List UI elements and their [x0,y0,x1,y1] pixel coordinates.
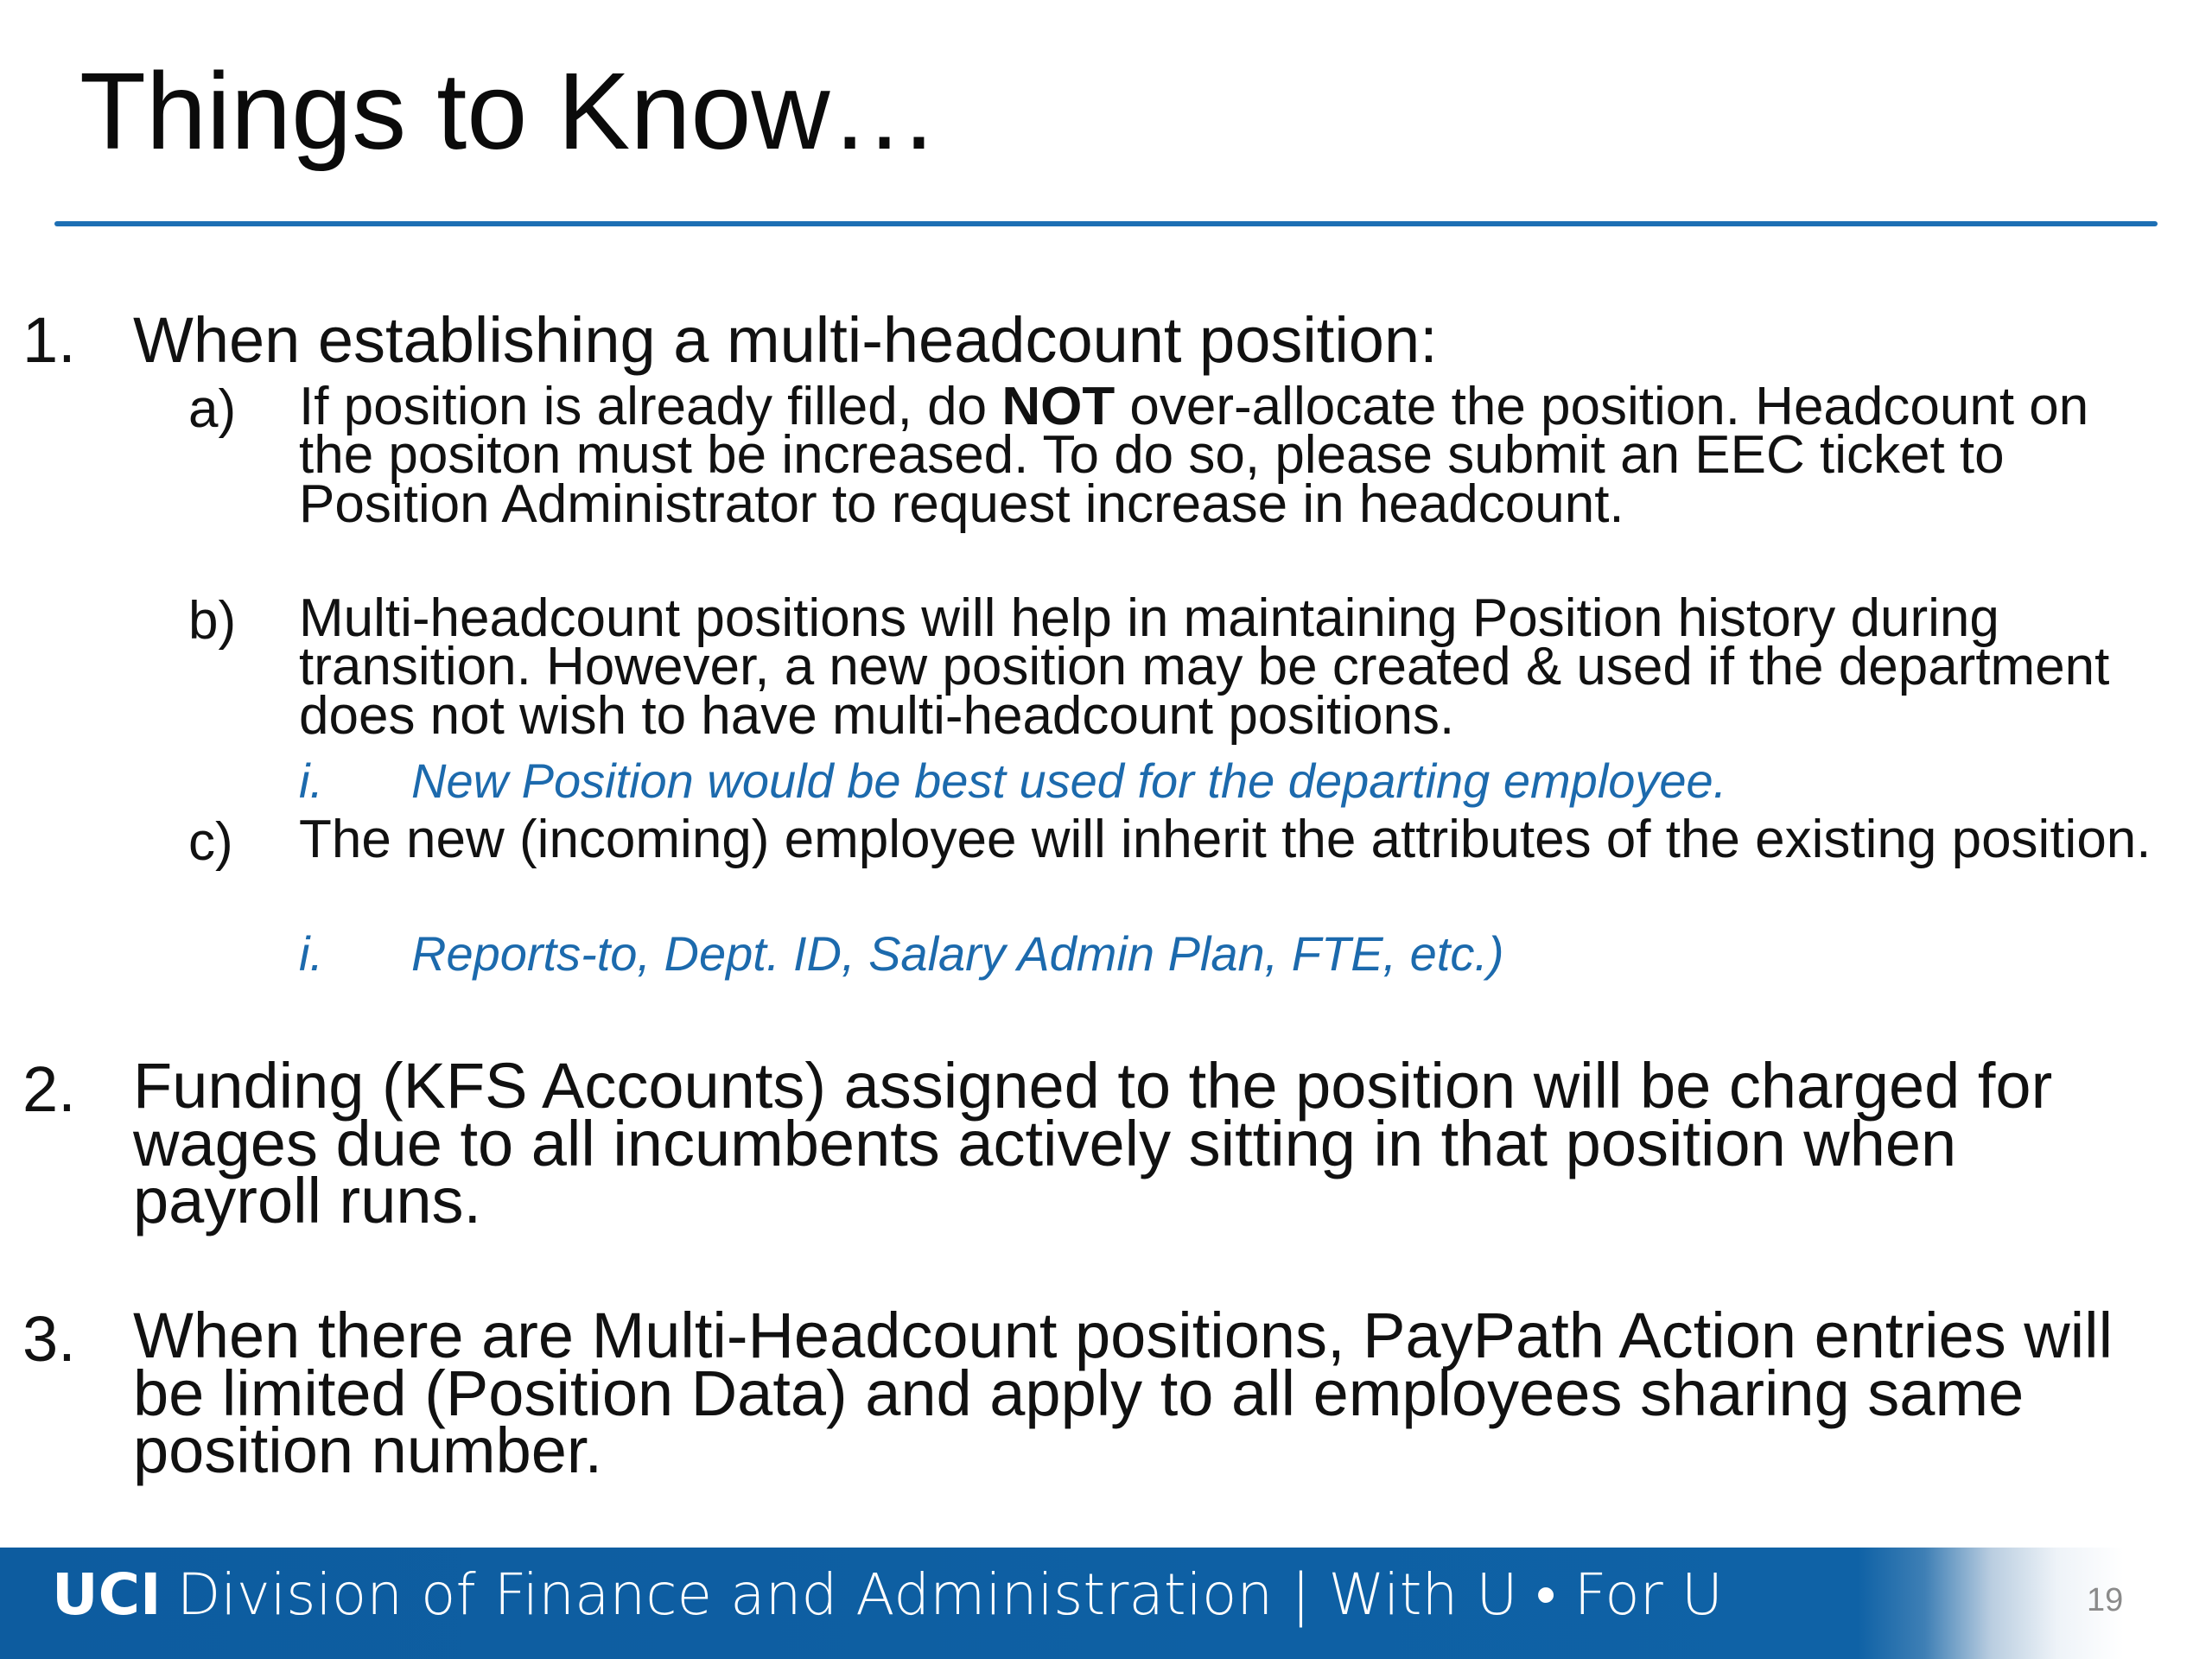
sublist-item-b-text: Multi-headcount positions will help in maintaining Position history during transition. However, a new position may be created & used if the department does not wish to have multi-headcount positions. [299,588,2110,746]
uci-logo: UCI [52,1561,162,1628]
list-item-3-text: When there are Multi-Headcount positions, PayPath Action entries will be limited (Position Data) and apply to all employees sharing same position number. [133,1300,2113,1487]
footer-tagline: Division of Finance and Administration | With U • For U [176,1561,1724,1628]
sublist-letter-c: c) [188,812,233,872]
list-item-2-text: Funding (KFS Accounts) assigned to the position will be charged for wages due to all incumbents actively sitting in that position when payroll runs. [133,1050,2053,1237]
page-number: 19 [2087,1582,2124,1618]
emphasis-not: NOT [1001,377,1116,436]
slide-title: Things to Know… [79,50,939,172]
list-number-2: 2. [22,1053,76,1125]
list-item-1-text: When establishing a multi-headcount position: [133,304,1438,376]
sublist-item-a-text-before: If position is already filled, do [299,377,1002,436]
title-divider [54,221,2158,226]
sublist-letter-a: a) [188,379,237,439]
sublist-item-a-text [299,377,2165,534]
list-number-1: 1. [22,304,76,376]
sublist-item-a-text-after: over-allocate the position. Headcount on the positon must be increased. To do so, please submit an EEC ticket to Position Administrator to request increase in headcount. [299,377,2089,534]
sublist-item-c-text: The new (incoming) employee will inherit the attributes of the existing position. [299,810,2152,869]
subsublist-item-c-i-text: Reports-to, Dept. ID, Salary Admin Plan, FTE, etc.) [411,926,1504,981]
footer-bar [0,1548,2212,1659]
subsublist-roman-c-i: i. [299,926,323,981]
footer-brand [52,1561,1724,1628]
subsublist-roman-b-i: i. [299,753,323,808]
list-number-3: 3. [22,1303,76,1375]
subsublist-item-b-i-text: New Position would be best used for the departing employee. [411,753,1727,808]
sublist-letter-b: b) [188,591,237,651]
